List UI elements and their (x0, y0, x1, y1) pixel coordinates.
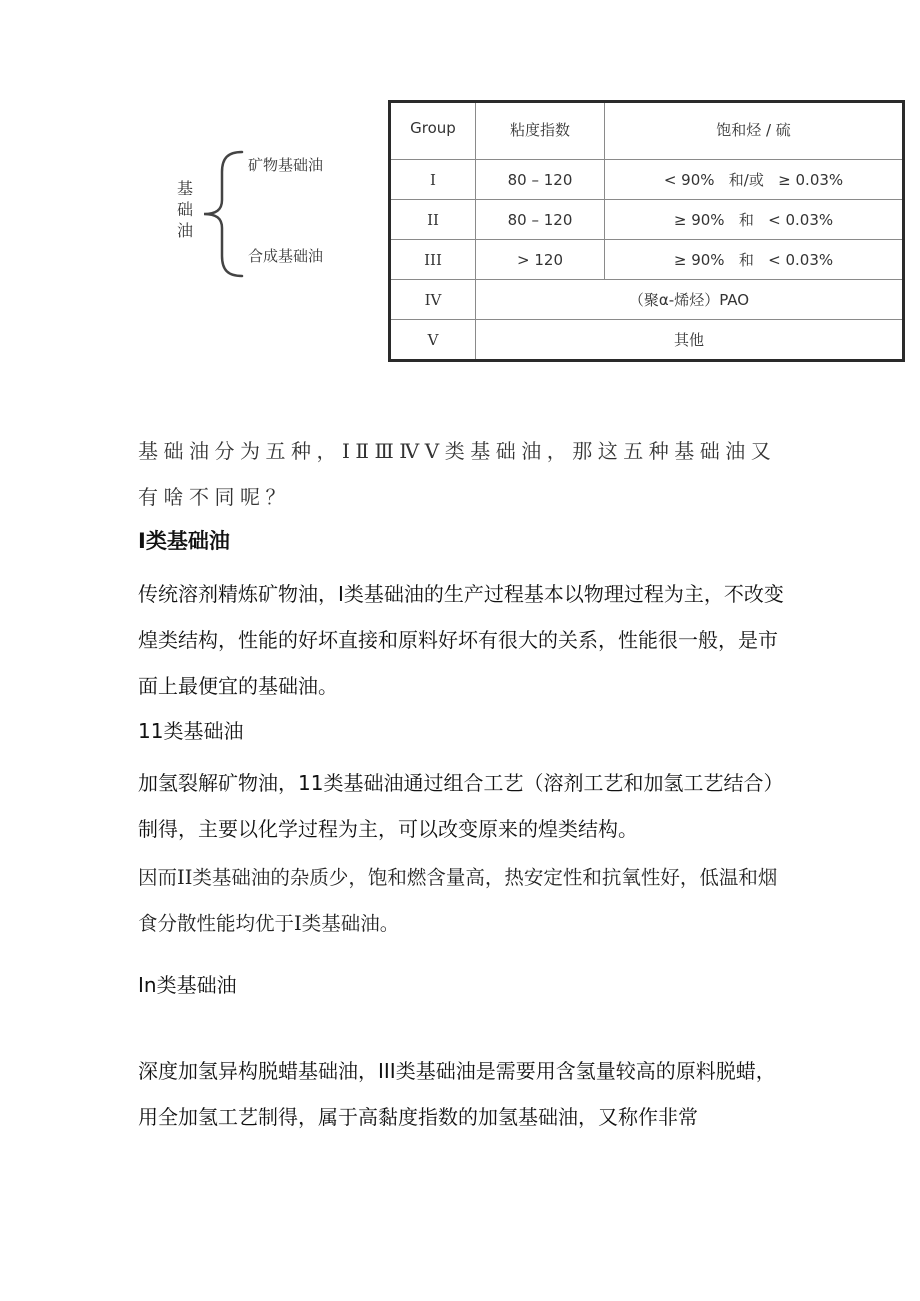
header-group: Group (390, 102, 476, 160)
table-row (390, 280, 904, 320)
cell-saturates-sulfur: ≥ 90% 和 < 0.03% (605, 240, 904, 280)
group-1-paragraph: 传统溶剂精炼矿物油，I类基础油的生产过程基本以物理过程为主，不改变煌类结构，性能的好坏直接和原料好坏有很大的关系，性能很一般，是市面上最便宜的基础油。 (138, 582, 784, 698)
cell-group: I (390, 160, 476, 200)
header-viscosity-index: 粘度指数 (476, 102, 605, 160)
table-row (390, 240, 904, 280)
cell-group: III (390, 240, 476, 280)
cell-merged: 其他 (476, 320, 904, 361)
cell-group: IV (390, 280, 476, 320)
group-2-paragraph-2: 因而II类基础油的杂质少，饱和燃含量高，热安定性和抗氧性好，低温和烟食分散性能均优于I类基础油。 (138, 866, 778, 935)
table-row (390, 200, 904, 240)
cell-viscosity-index: 80 – 120 (476, 200, 605, 240)
group-2-heading: 11类基础油 (138, 719, 244, 743)
cell-saturates-sulfur: ≥ 90% 和 < 0.03% (605, 200, 904, 240)
diagram-root-label: 基础油 (176, 179, 193, 240)
base-oil-group-table (388, 100, 905, 362)
cell-viscosity-index: > 120 (476, 240, 605, 280)
diagram-branch-mineral: 矿物基础油 (248, 156, 324, 174)
base-oil-classification-diagram (168, 140, 368, 290)
cell-group: V (390, 320, 476, 361)
intro-paragraph: 基础油分为五种，ⅠⅡⅢⅣⅤ类基础油，那这五种基础油又有啥不同呢？ (138, 439, 777, 509)
table-row (390, 320, 904, 361)
curly-brace-icon (198, 150, 246, 278)
cell-group: II (390, 200, 476, 240)
diagram-branch-synthetic: 合成基础油 (248, 247, 324, 265)
header-saturates-sulfur: 饱和烃 / 硫 (605, 102, 904, 160)
cell-viscosity-index: 80 – 120 (476, 160, 605, 200)
cell-merged: （聚α-烯烃）PAO (476, 280, 904, 320)
cell-saturates-sulfur: < 90% 和/或 ≥ 0.03% (605, 160, 904, 200)
table-row (390, 160, 904, 200)
group-3-paragraph: 深度加氢异构脱蜡基础油，III类基础油是需要用含氢量较高的原料脱蜡，用全加氢工艺制得，属于高黏度指数的加氢基础油，又称作非常 (138, 1059, 776, 1129)
group-1-heading: Ⅰ类基础油 (138, 529, 230, 553)
group-3-heading: In类基础油 (138, 973, 237, 997)
group-2-paragraph: 加氢裂解矿物油，11类基础油通过组合工艺（溶剂工艺和加氢工艺结合）制得，主要以化学过程为主，可以改变原来的煌类结构。 (138, 771, 784, 841)
